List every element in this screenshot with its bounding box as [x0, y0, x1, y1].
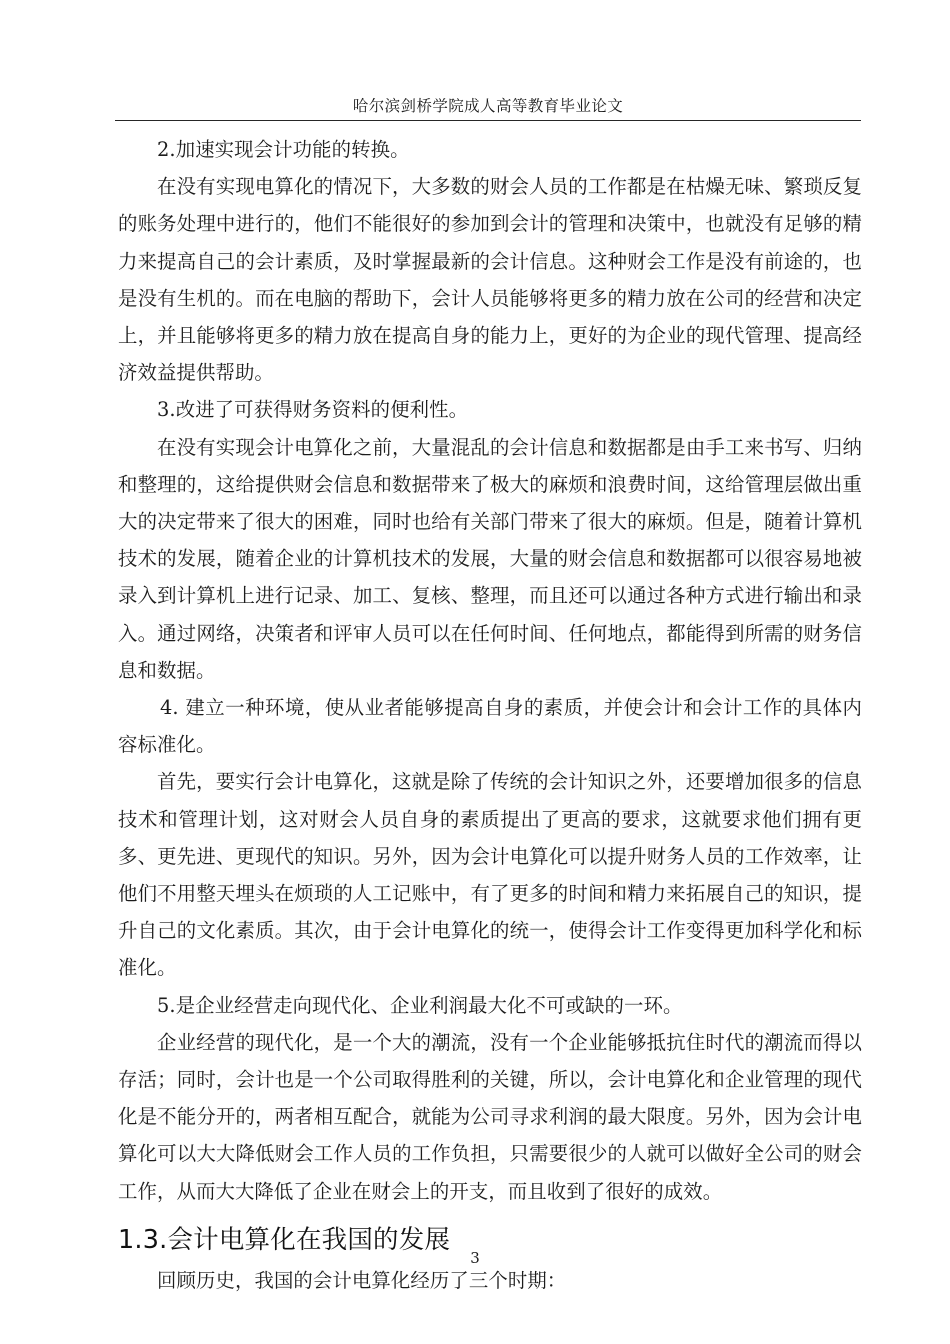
- page-footer: [0, 1248, 950, 1267]
- section-heading-1-3: 1.3.会计电算化在我国的发展: [118, 1224, 451, 1255]
- running-header: [115, 96, 861, 121]
- list-item-4-title: 4. 建立一种环境，使从业者能够提高自身的素质，并使会计和会计工作的具体内容标准化。: [118, 696, 862, 757]
- paragraph-item-4: 首先，要实行会计电算化，这就是除了传统的会计知识之外，还要增加很多的信息技术和管理计划，这对财会人员自身的素质提出了更高的要求，这就要求他们拥有更多、更先进、更现代的知识。另外，因为会计电算化可以提升财务人员的工作效率，让他们不用整天埋头在烦琐的人工记账中，有了更多的时间和精力来拓展自己的知识，提升自己的文化素质。其次，由于会计电算化的统一，使得会计工作变得更加科学化和标准化。: [118, 770, 862, 980]
- list-item-2-title: 2.加速实现会计功能的转换。: [157, 138, 410, 161]
- document-body: [118, 131, 862, 1299]
- list-item-3-title: 3.改进了可获得财务资料的便利性。: [157, 398, 469, 422]
- heading-spacer-top: [118, 1210, 862, 1220]
- paragraph-item-2: 在没有实现电算化的情况下，大多数的财会人员的工作都是在枯燥无味、繁琐反复的账务处理中进行的，他们不能很好的参加到会计的管理和决策中，也就没有足够的精力来提高自己的会计素质，及时掌握最新的会计信息。这种财会工作是没有前途的，也是没有生机的。而在电脑的帮助下，会计人员能够将更多的精力放在公司的经营和决定上，并且能够将更多的精力放在提高自身的能力上，更好的为企业的现代管理、提高经济效益提供帮助。: [118, 175, 862, 385]
- paragraph-section-1-3: 回顾历史，我国的会计电算化经历了三个时期：: [157, 1268, 567, 1292]
- paragraph-item-5: 企业经营的现代化，是一个大的潮流，没有一个企业能够抵抗住时代的潮流而得以存活；同时，会计也是一个公司取得胜利的关键，所以，会计电算化和企业管理的现代化是不能分开的，两者相互配合，就能为公司寻求利润的最大限度。另外，因为会计电算化可以大大降低财会工作人员的工作负担，只需要很少的人就可以做好全公司的财会工作，从而大大降低了企业在财会上的开支，而且收到了很好的成效。: [118, 1030, 862, 1203]
- paragraph-item-3: 在没有实现会计电算化之前，大量混乱的会计信息和数据都是由手工来书写、归纳和整理的，这给提供财会信息和数据带来了极大的麻烦和浪费时间，这给管理层做出重大的决定带来了很大的困难，同时也给有关部门带来了很大的麻烦。但是，随着计算机技术的发展，随着企业的计算机技术的发展，大量的财会信息和数据都可以很容易地被录入到计算机上进行记录、加工、复核、整理，而且还可以通过各种方式进行输出和录入。通过网络，决策者和评审人员可以在任何时间、任何地点，都能得到所需的财务信息和数据。: [118, 435, 862, 682]
- page-number: 3: [470, 1249, 480, 1267]
- header-divider: [115, 120, 861, 121]
- list-item-5-title: 5.是企业经营走向现代化、企业利润最大化不可或缺的一环。: [157, 993, 683, 1017]
- header-title: 哈尔滨剑桥学院成人高等教育毕业论文: [352, 97, 624, 115]
